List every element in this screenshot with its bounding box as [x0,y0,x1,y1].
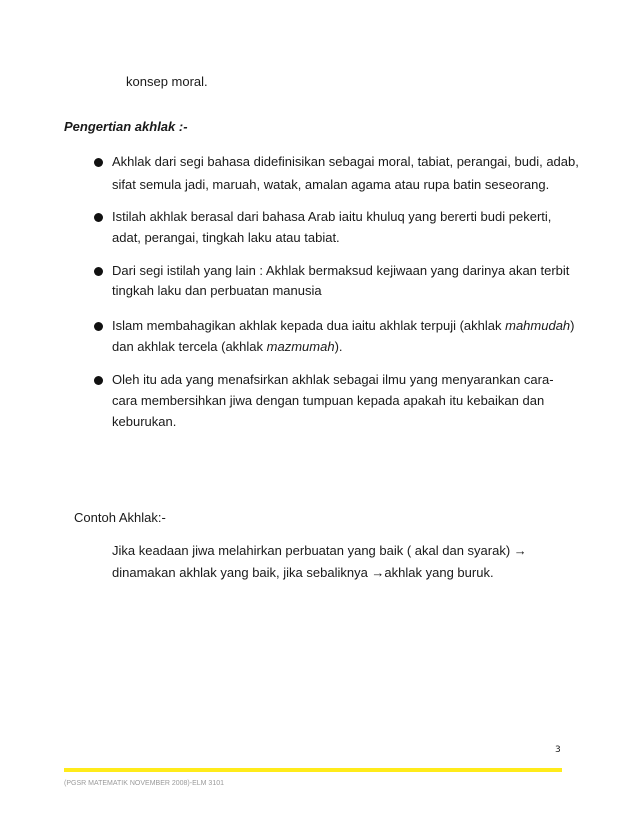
bullet-icon [94,158,103,167]
page-number: 3 [555,745,561,755]
bullet-icon [94,376,103,385]
section-heading: Pengertian akhlak :- [64,119,188,134]
bullet-text-part: Islam membahagikan akhlak kepada dua iaitu akhlak terpuji (akhlak [112,318,506,333]
bullet-text: Akhlak dari segi bahasa didefinisikan sebagai moral, tabiat, perangai, budi, adab, [112,154,579,169]
bullet-text [112,318,575,333]
top-line: konsep moral. [126,74,208,89]
bullet-text: keburukan. [112,414,177,429]
bullet-icon [94,267,103,276]
example-heading: Contoh Akhlak:- [74,510,166,525]
bullet-text: Istilah akhlak berasal dari bahasa Arab iaitu khuluq yang bererti budi pekerti, [112,209,552,224]
bullet-text-part: ). [334,339,343,354]
bullet-icon [94,322,103,331]
bullet-text-part: ) [570,318,575,333]
bullet-text [112,339,343,354]
bullet-text: Oleh itu ada yang menafsirkan akhlak sebagai ilmu yang menyarankan cara- [112,372,554,387]
bullet-text: sifat semula jadi, maruah, watak, amalan agama atau rupa batin seseorang. [112,177,550,192]
bullet-text: Dari segi istilah yang lain : Akhlak bermaksud kejiwaan yang darinya akan terbit [112,263,570,278]
emphasis-term: mazmumah [266,339,335,354]
emphasis-term: mahmudah [505,318,571,333]
bullet-text-part: dan akhlak tercela (akhlak [112,339,267,354]
bullet-text: tingkah laku dan perbuatan manusia [112,283,322,298]
bullet-text: cara membersihkan jiwa dengan tumpuan kepada apakah itu kebaikan dan [112,393,545,408]
bullet-icon [94,213,103,222]
bullet-text: adat, perangai, tingkah laku atau tabiat. [112,230,340,245]
footer-text: (PGSR MATEMATIK NOVEMBER 2008)-ELM 3101 [64,780,225,787]
example-line: Jika keadaan jiwa melahirkan perbuatan yang baik ( akal dan syarak) → [112,543,527,558]
footer-rule [64,768,562,772]
example-line: dinamakan akhlak yang baik, jika sebaliknya →akhlak yang buruk. [112,565,494,580]
